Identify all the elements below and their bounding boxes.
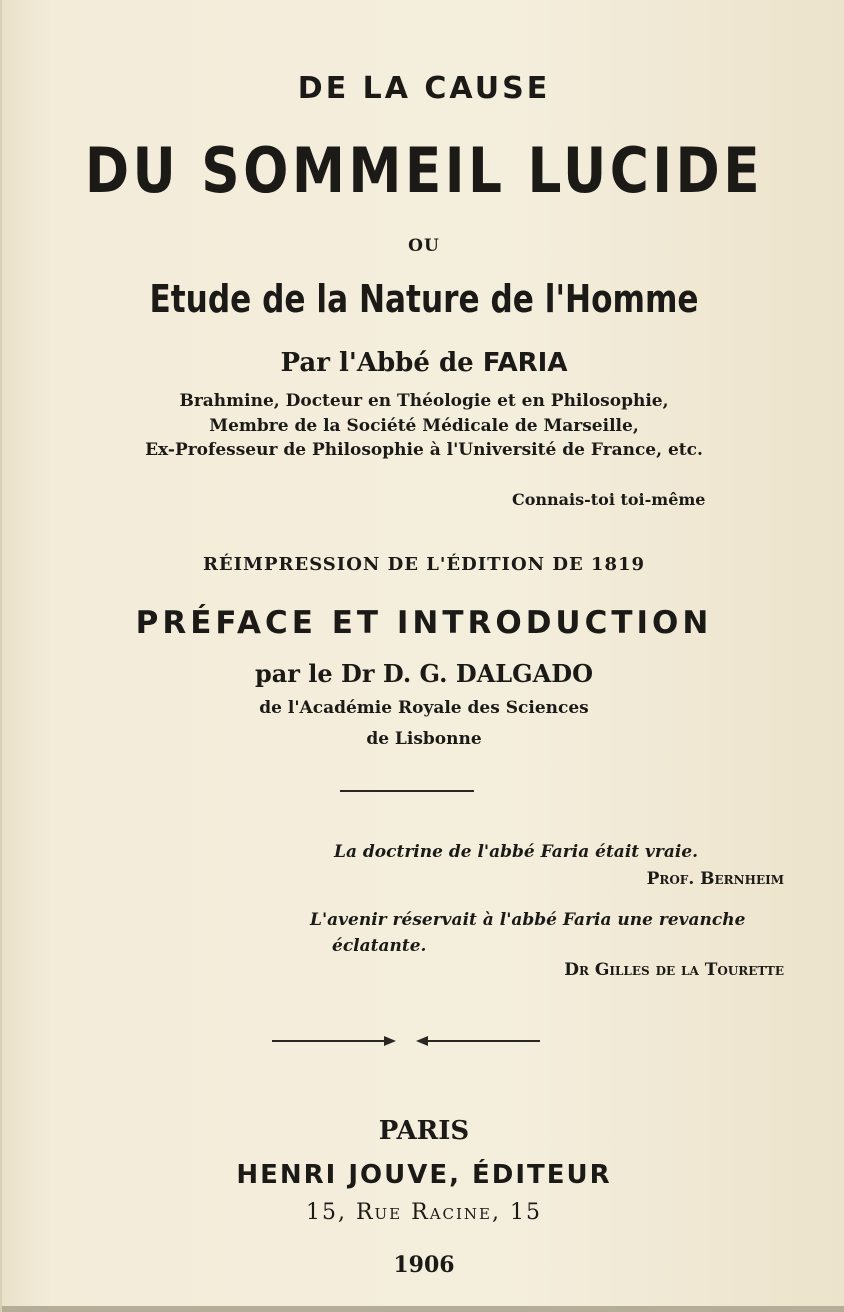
divider-rule — [340, 790, 474, 792]
quote-attribution: Dr Gilles de la Tourette — [564, 960, 784, 980]
quote-text: La doctrine de l'abbé Faria était vraie. — [334, 842, 699, 862]
title-connector: OU — [408, 236, 440, 256]
quote-text: éclatante. — [332, 936, 427, 956]
main-title: DU SOMMEIL LUCIDE — [84, 134, 764, 207]
author-credential: Membre de la Société Médicale de Marseille, — [209, 416, 639, 436]
imprint-year: 1906 — [393, 1252, 455, 1278]
quote-text: L'avenir réservait à l'abbé Faria une revanche — [310, 910, 746, 930]
imprint-publisher: HENRI JOUVE, ÉDITEUR — [236, 1160, 612, 1190]
imprint-city: PARIS — [378, 1116, 470, 1146]
preface-affiliation: de Lisbonne — [366, 729, 482, 749]
subtitle: Etude de la Nature de l'Homme — [149, 277, 699, 321]
author-credential: Ex-Professeur de Philosophie à l'Université de France, etc. — [145, 440, 703, 460]
preface-heading: PRÉFACE ET INTRODUCTION — [135, 605, 713, 641]
title-line-1: DE LA CAUSE — [297, 71, 551, 106]
ornamental-divider — [272, 1033, 540, 1049]
epigraph: Connais-toi toi-même — [512, 490, 706, 509]
author-name: FARIA — [482, 348, 568, 378]
preface-author: par le Dr D. G. DALGADO — [254, 659, 594, 688]
author-credential: Brahmine, Docteur en Théologie et en Philosophie, — [179, 391, 669, 411]
edition-note: RÉIMPRESSION DE L'ÉDITION DE 1819 — [202, 554, 646, 575]
imprint-address: 15, Rue Racine, 15 — [306, 1200, 542, 1225]
quote-attribution: Prof. Bernheim — [646, 869, 784, 889]
author-line — [2, 350, 844, 376]
author-prefix: Par l'Abbé de — [280, 348, 483, 378]
preface-affiliation: de l'Académie Royale des Sciences — [259, 698, 589, 718]
